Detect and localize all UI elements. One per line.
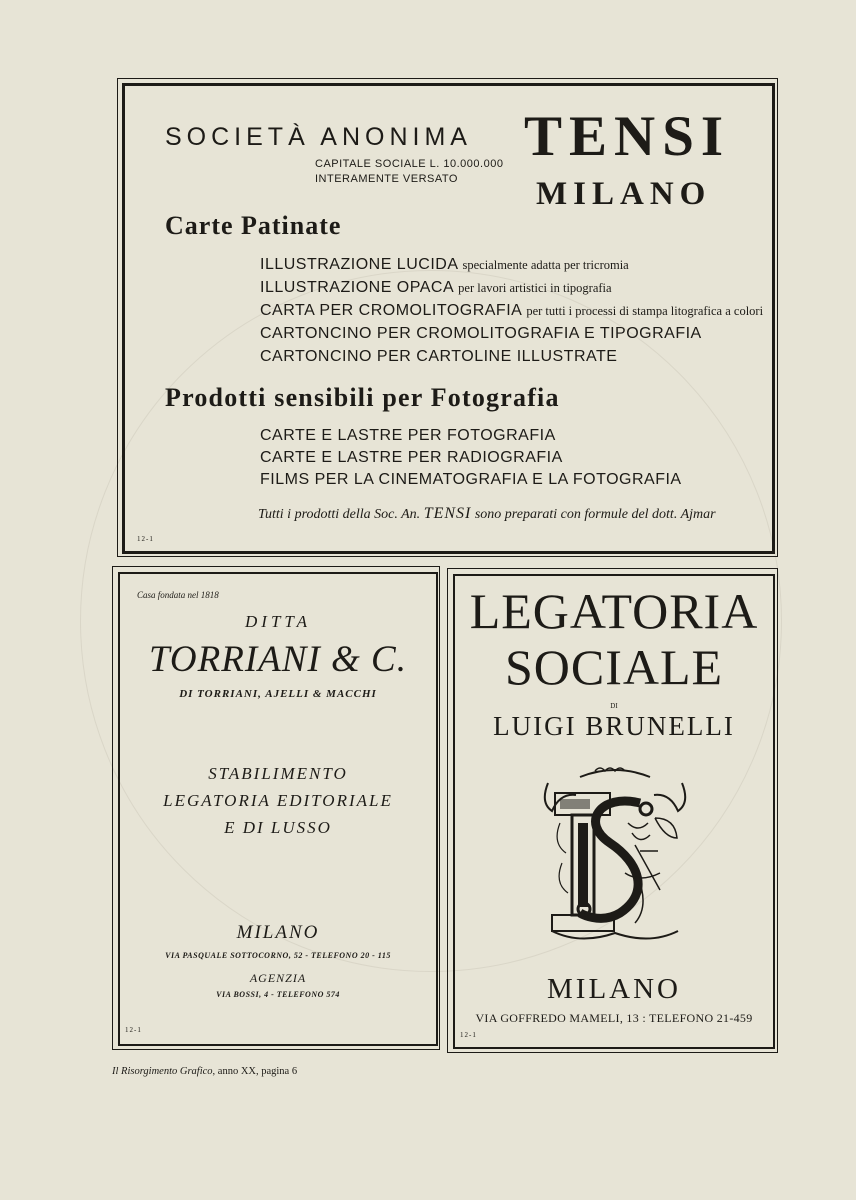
legatoria-title2: SOCIALE xyxy=(504,639,724,695)
tensi-company-prefix: SOCIETÀ ANONIMA xyxy=(165,123,472,151)
tensi-section1-list xyxy=(260,256,763,371)
tensi-section2-title: Prodotti sensibili per Fotografia xyxy=(165,383,560,412)
torriani-line1: STABILIMENTO xyxy=(208,764,348,783)
list-item: CARTA PER CROMOLITOGRAFIA per tutti i processi di stampa litografica a colori xyxy=(260,302,764,319)
torriani-address: VIA PASQUALE SOTTOCORNO, 52 - TELEFONO 20 - 115 xyxy=(165,951,391,960)
tensi-section2-list xyxy=(260,427,682,493)
tensi-capital-line2: INTERAMENTE VERSATO xyxy=(315,173,458,185)
list-item: CARTE E LASTRE PER FOTOGRAFIA xyxy=(260,427,556,444)
tensi-capital-line1: CAPITALE SOCIALE L. 10.000.000 xyxy=(315,158,504,170)
torriani-line2: LEGATORIA EDITORIALE xyxy=(163,791,393,810)
torriani-line3: E DI LUSSO xyxy=(224,818,332,837)
legatoria-owner: LUIGI BRUNELLI xyxy=(493,711,735,741)
tensi-city: MILANO xyxy=(536,176,712,212)
torriani-ad-code: 12-1 xyxy=(125,1026,142,1034)
list-item: ILLUSTRAZIONE OPACA per lavori artistici in tipografia xyxy=(260,279,612,296)
publication-title: Il Risorgimento Grafico xyxy=(112,1066,213,1077)
torriani-agency-address: VIA BOSSI, 4 - TELEFONO 574 xyxy=(216,990,340,999)
list-item: CARTONCINO PER CARTOLINE ILLUSTRATE xyxy=(260,348,618,365)
torriani-city: MILANO xyxy=(236,922,320,943)
tensi-company-name: TENSI xyxy=(524,105,731,168)
ls-monogram-icon xyxy=(540,763,690,948)
legatoria-ad-code: 12-1 xyxy=(460,1031,477,1039)
tensi-ad-code: 12-1 xyxy=(137,535,154,543)
legatoria-address: VIA GOFFREDO MAMELI, 13 : TELEFONO 21-459 xyxy=(475,1011,753,1025)
legatoria-city: MILANO xyxy=(547,973,681,1005)
tensi-section1-title: Carte Patinate xyxy=(165,211,342,240)
publication-details: , anno XX, pagina 6 xyxy=(212,1066,298,1077)
torriani-ditta: DITTA xyxy=(245,612,311,631)
tensi-footer-note: Tutti i prodotti della Soc. An. TENSI sono preparati con formule del dott. Ajmar xyxy=(258,505,716,522)
torriani-founded: Casa fondata nel 1818 xyxy=(137,590,219,600)
torriani-agency-label: AGENZIA xyxy=(249,971,307,985)
legatoria-title1: LEGATORIA xyxy=(469,583,759,639)
page-footer xyxy=(112,1066,297,1077)
torriani-owners: DI TORRIANI, AJELLI & MACCHI xyxy=(179,688,377,700)
torriani-name: TORRIANI & C. xyxy=(149,639,407,680)
legatoria-di: DI xyxy=(610,702,618,710)
list-item: CARTE E LASTRE PER RADIOGRAFIA xyxy=(260,449,563,466)
list-item: FILMS PER LA CINEMATOGRAFIA E LA FOTOGRAFIA xyxy=(260,471,682,488)
list-item: CARTONCINO PER CROMOLITOGRAFIA E TIPOGRAFIA xyxy=(260,325,702,342)
list-item: ILLUSTRAZIONE LUCIDA specialmente adatta per tricromia xyxy=(260,256,629,273)
